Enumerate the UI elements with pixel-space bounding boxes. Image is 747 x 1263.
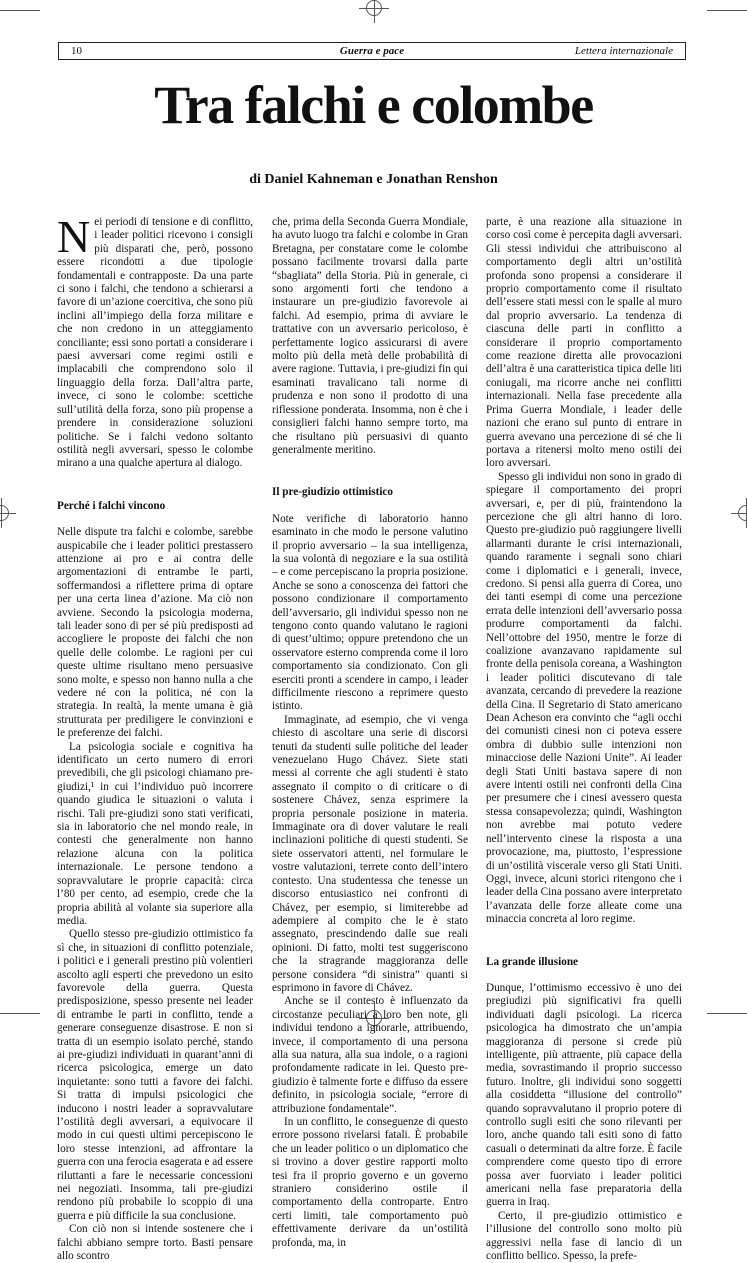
paragraph: Certo, il pre-giudizio ottimistico e l’illusione del controllo sono molto più aggressivi nella fase di lancio di un conflitto bellico. Spesso, la prefe- <box>486 1209 682 1263</box>
section-heading: Perché i falchi vincono <box>57 499 166 512</box>
paragraph: parte, è una reazione alla situazione in corso così come è percepita dagli avversari. Gli stessi individui che attribuiscono al comportamento degli altri un’ostilità profonda sono propensi a considerare il proprio comportamento come il risultato dell’essere stati messi con le spalle al muro dal proprio avversario. La tendenza di ciascuna delle parti in conflitto a considerare il proprio comportamento come reazione diretta alle provocazioni dell’altra è una caratteristica tipica delle liti coniugali, ma ricorre anche nei conflitti internazionali. Nella fase precedente alla Prima Guerra Mondiale, i leader delle nazioni che erano sul punto di entrare in guerra avevano una percezione di sé che li portava a ritenersi molto meno ostili dei loro avversari. <box>486 216 682 470</box>
running-head <box>58 42 686 60</box>
page-number: 10 <box>71 45 82 57</box>
paragraph: Quello stesso pre-giudizio ottimistico fa sì che, in situazioni di conflitto potenziale, i politici e i generali prestino più volentieri ascolto agli esperti che prevedono un esito favorevole della guerra. Questa predisposizione, spesso presente nei leader di entrambe le parti in conflitto, tende a generare conseguenze disastrose. E non si tratta di un esempio isolato perché, stando ai pre-giudizi individuati in quarant’anni di ricerca psicologica, emerge un dato inquietante: sono tutti a favore dei falchi. Si tratta di impulsi psicologici che inducono i nostri leader a sopravvalutare l’ostilità degli avversari, a equivocare il modo in cui questi ultimi percepiscono le loro stesse intenzioni, ad affrontare la guerra con una ferocia esagerata e ad essere riluttanti a fare le necessarie concessioni nei negoziati. Insomma, tali pre-giudizi rendono più probabile lo scoppio di una guerra e più difficile la sua conclusione. <box>57 928 253 1222</box>
crop-mark <box>707 10 747 11</box>
paragraph: che, prima della Seconda Guerra Mondiale, ha avuto luogo tra falchi e colombe in Gran Bretagna, per constatare come le colombe possano facilmente trovarsi dalla parte “sbagliata” della Storia. Più in generale, ci sono argomenti forti che tendono a instaurare un pre-giudizio favorevole ai falchi. Ad esempio, prima di avviare le trattative con un avversario pericoloso, è perfettamente logico assicurarsi di avere molto più della metà delle probabilità di avere ragione. Tuttavia, i pre-giudizi fin qui esaminati travalicano tali norme di prudenza e non sono il prodotto di una riflessione ponderata. Insomma, non è che i consiglieri falchi hanno sempre torto, ma che risultano più persuasivi di quanto generalmente meritino. <box>272 216 468 456</box>
paragraph: Note verifiche di laboratorio hanno esaminato in che modo le persone valutino il proprio avversario – la sua intelligenza, la sua volontà di negoziare e la sua ostilità – e come percepiscano la propria posizione. Anche se sono a conoscenza dei fattori che possono condizionare il comportamento dell’avversario, gli individui spesso non ne tengono conto quando valutano le ragioni di quest’ultimo; oppure pretendono che un osservatore esterno comprenda come il loro comportamento sia condizionato. Con gli eserciti pronti a scendere in campo, i leader difficilmente riescono a reprimere questo istinto. <box>272 512 469 713</box>
registration-mark <box>0 505 9 521</box>
crop-mark <box>0 10 40 11</box>
section-heading: Il pre-giudizio ottimistico <box>272 486 393 499</box>
paragraph: La psicologia sociale e cognitiva ha identificato un certo numero di errori prevedibili, che gli psicologi chiamano pre-giudizi,¹ in cui l’individuo può incorrere quando giudica le situazioni o valuta i rischi. Tali pre-giudizi sono stati verificati, sia in laboratorio che nel mondo reale, in contesti che generalmente non hanno relazione alcuna con la politica internazionale. Le persone tendono a sopravvalutare le proprie capacità: circa l’80 per cento, ad esempio, crede che la propria abilità al volante sia superiore alla media. <box>57 740 253 927</box>
crop-mark <box>707 1013 747 1014</box>
column-2 <box>272 216 468 1250</box>
paragraph: Con ciò non si intende sostenere che i falchi abbiano sempre torto. Basti pensare allo scontro <box>57 1223 253 1263</box>
paragraph <box>57 211 254 471</box>
publication-name: Lettera internazionale <box>574 45 673 57</box>
paragraph: Dunque, l’ottimismo eccessivo è uno dei pregiudizi più significativi fra quelli individuati dagli psicologi. La ricerca psicologica ha dimostrato che un’ampia maggioranza di persone si crede più intelligente, più attraente, più capace della media, sovrastimando il proprio successo futuro. Inoltre, gli individui sono soggetti alla cosiddetta “illusione del controllo” quando sopravvalutano il proprio potere di controllo sugli esiti che sono rilevanti per loro, anche quando tali esiti sono di fatto casuali o determinati da altre forze. È facile comprendere come questo tipo di errore possa aver fuorviato i leader politici americani nella fase preparatoria della guerra in Iraq. <box>486 981 682 1209</box>
paragraph: Immaginate, ad esempio, che vi venga chiesto di ascoltare una serie di discorsi tenuti da studenti sulle politiche del leader venezuelano Hugo Chávez. Siete stati messi al corrente che agli studenti è stato assegnato il compito o di criticare o di sostenere Chávez, senza esprimere la propria personale posizione in materia. Immaginate ora di dover valutare le reali inclinazioni politiche di questi studenti. Se siete osservatori attenti, nel formulare le vostre valutazioni, terrete conto dell’intero contesto. Una studentessa che tenesse un discorso entusiastico nei confronti di Chávez, per esempio, si limiterebbe ad adempiere al compito che le è stato assegnato, prescindendo dalle sue reali opinioni. Di fatto, molti test suggeriscono che la stragrande maggioranza delle persone considera “di sinistra” quanti si esprimono in favore di Chávez. <box>272 713 468 994</box>
drop-cap: N <box>57 211 91 262</box>
paragraph: Spesso gli individui non sono in grado di spiegare il comportamento dei propri avversari, e, per di più, fraintendono la percezione che gli altri hanno di loro. Questo pre-giudizio può raggiungere livelli allarmanti durante le crisi internazionali, quando raramente i segnali sono chiari come i diplomatici e i generali, invece, credono. Si pensi alla guerra di Corea, uno dei tanti esempi di come una percezione errata delle intenzioni dell’avversario possa produrre comportamenti da falchi. Nell’ottobre del 1950, mentre le forze di coalizione avanzavano rapidamente sul fronte della penisola coreana, a Washington i leader politici discutevano di tale avanzata, cercando di prevedere la reazione della Cina. Il Segretario di Stato americano Dean Acheson era convinto che “agli occhi dei comunisti cinesi non ci poteva essere ombra di dubbio sulle intenzioni non minacciose delle Nazioni Unite”. Ai leader degli Stati Uniti bastava sapere di non avere intenti ostili nei confronti della Cina per presumere che i cinesi avessero questa stessa consapevolezza; quindi, Washington non avrebbe mai potuto vedere nell’intervento cinese la risposta a una provocazione, ma, piuttosto, l’espressione di un’ostilità viscerale verso gli Stati Uniti. Oggi, invece, alcuni storici ritengono che i leader della Cina possano avere interpretato l’avanzata delle forze alleate come una minaccia concreta al loro regime. <box>486 470 683 926</box>
paragraph: Nelle dispute tra falchi e colombe, sarebbe auspicabile che i leader politici prestassero attenzione ai pro e ai contra delle argomentazioni di entrambe le parti, soffermandosi a riflettere prima di optare per una certa linea d’azione. Ma ciò non avviene. Secondo la psicologia moderna, tali leader sono di per sé più predisposti ad accogliere le proposte dei falchi che non quelle delle colombe. Le ragioni per cui queste ultime risultano meno persuasive sono molte, e spesso non hanno nulla a che vedere né con la politica, né con la strategia. In realtà, la mente umana è già strutturata per prediligere le convinzioni e le preferenze dei falchi. <box>57 526 253 740</box>
paragraph-text: ei periodi di tensione e di conflitto, i leader politici ricevono i consigli più disparati che, però, possono essere ricondotti a due tipologie fondamentali e contrapposte. Da una parte ci sono i falchi, che tendono a schierarsi a favore di un’azione coercitiva, che sono più inclini all’impiego della forza militare e che non credono in un atteggiamento conciliante; essi sono portati a considerare i paesi avversari come regimi ostili e implacabili che comprendono solo il linguaggio della forza. Dall’altra parte, invece, ci sono le colombe: scettiche sull’utilità della forza, sono più propense a prendere in considerazione soluzioni politiche. Se i falchi vedono soltanto ostilità negli avversari, spesso le colombe mirano a una qualche apertura al dialogo. <box>57 216 254 470</box>
column-3 <box>486 216 682 1263</box>
registration-mark <box>738 505 747 521</box>
section-heading: La grande illusione <box>486 955 579 968</box>
section-name: Guerra e pace <box>339 45 405 57</box>
article-title: Tra falchi e colombe <box>154 75 593 135</box>
registration-mark <box>366 0 382 16</box>
paragraph: Anche se il contesto è influenzato da circostanze peculiari a loro ben note, gli individui tendono a ignorarle, attribuendo, invece, il comportamento di una persona alla sua natura, alla sua indole, o a ragioni profondamente radicate in lei. Questo pre-giudizio è talmente forte e diffuso da essere definito, in psicologia sociale, “errore di attribuzione fondamentale”. <box>272 995 468 1115</box>
crop-mark <box>0 1013 40 1014</box>
paragraph: In un conflitto, le conseguenze di questo errore possono rivelarsi fatali. È probabile che un leader politico o un diplomatico che si trovino a dover gestire rapporti molto tesi fra il proprio governo e un governo straniero considerino ostile il comportamento della controparte. Entro certi limiti, tale comportamento può effettivamente derivare da un’ostilità profonda, ma, in <box>272 1116 468 1249</box>
byline: di Daniel Kahneman e Jonathan Renshon <box>249 172 498 187</box>
column-1 <box>57 211 254 1263</box>
